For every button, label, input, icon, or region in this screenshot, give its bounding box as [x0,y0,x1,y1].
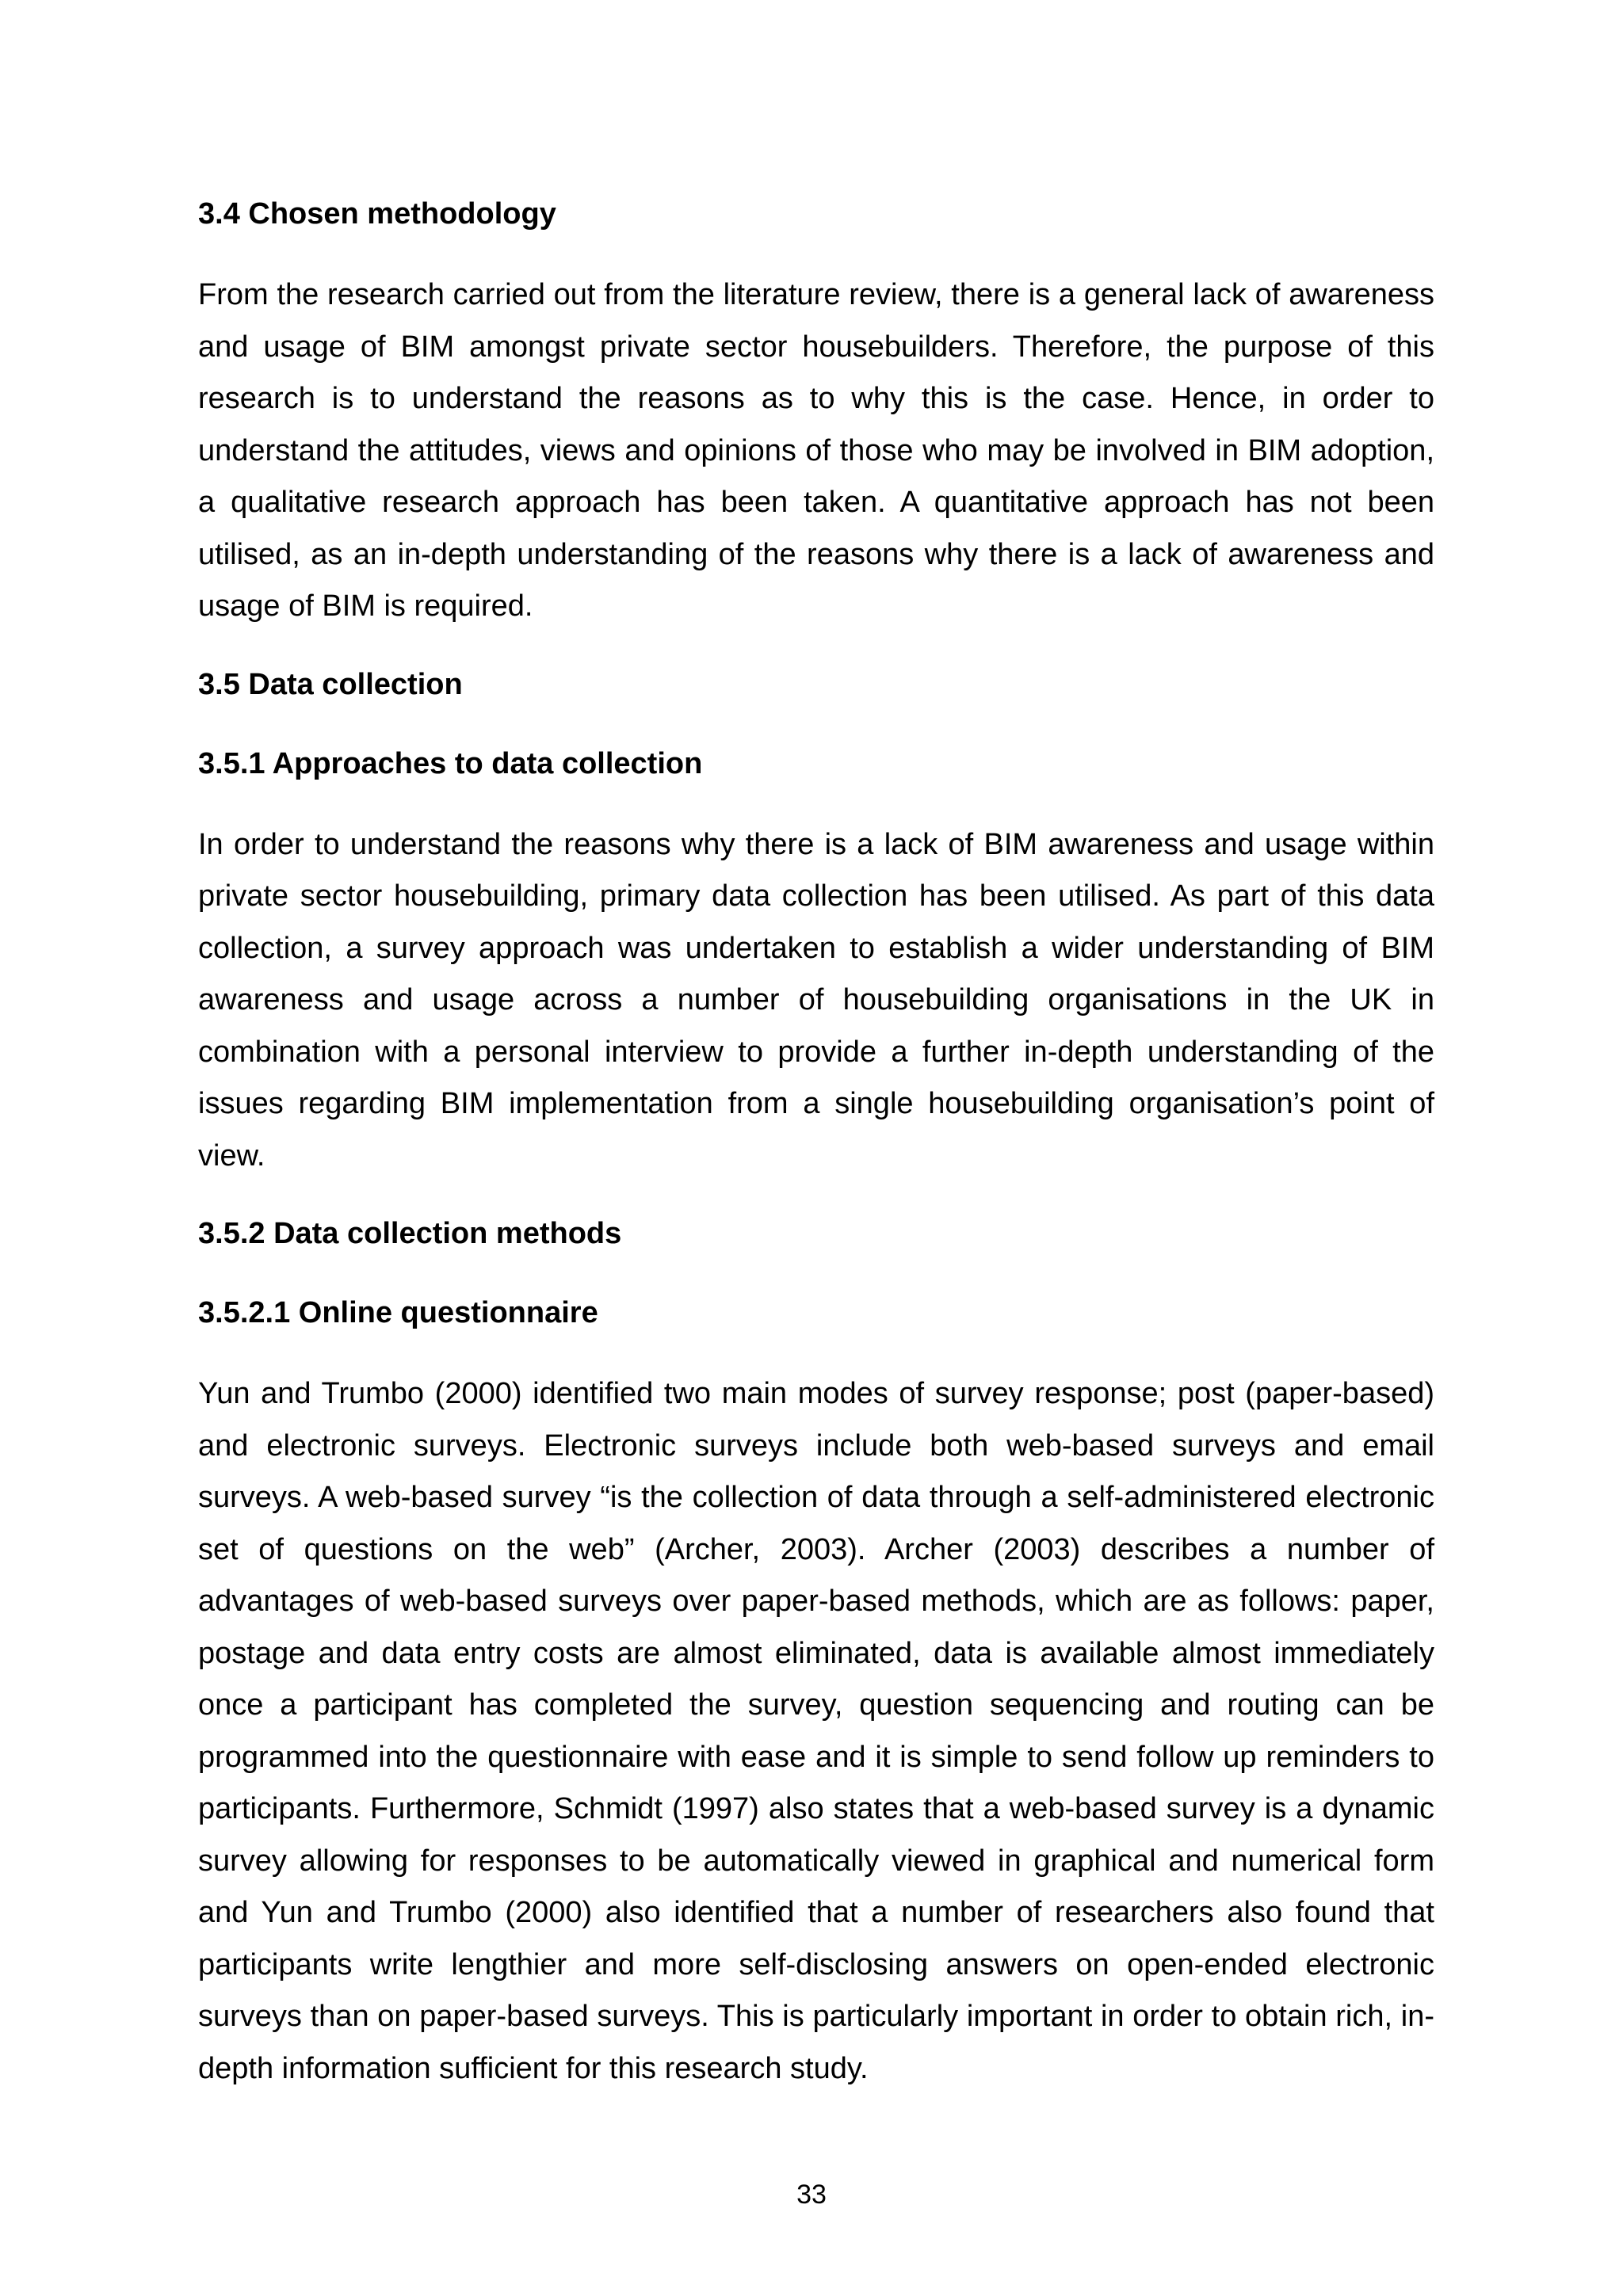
section-heading-data-collection: 3.5 Data collection [198,667,463,701]
paragraph-approaches: In order to understand the reasons why there is a lack of BIM awareness and usage within private sector housebuilding, primary data collection has been utilised. As part of this data collection, a survey approach was undertaken to establish a wider understanding of BIM awareness and usage across a number of housebuilding organisations in the UK in combination with a personal interview to provide a further in-depth understanding of the issues regarding BIM implementation from a single housebuilding organisation’s point of view. [198,827,1434,1173]
section-heading-online-questionnaire: 3.5.2.1 Online questionnaire [198,1296,598,1329]
document-page [198,190,1434,2122]
section-heading-approaches: 3.5.1 Approaches to data collection [198,746,703,780]
section-heading-chosen-methodology: 3.4 Chosen methodology [198,197,556,231]
paragraph-online-questionnaire: Yun and Trumbo (2000) identified two main modes of survey response; post (paper-based) and electronic surveys. Electronic surveys include both web-based surveys and email surveys. A web-based survey “is the collection of data through a self-administered electronic set of questions on the web” (Archer, 2003). Archer (2003) describes a number of advantages of web-based surveys over paper-based methods, which are as follows: paper, postage and data entry costs are almost eliminated, data is available almost immediately once a participant has completed the survey, question sequencing and routing can be programmed into the questionnaire with ease and it is simple to send follow up reminders to participants. Furthermore, Schmidt (1997) also states that a web-based survey is a dynamic survey allowing for responses to be automatically viewed in graphical and numerical form and Yun and Trumbo (2000) also identified that a number of researchers also found that participants write lengthier and more self-disclosing answers on open-ended electronic surveys than on paper-based surveys. This is particularly important in order to obtain rich, in-depth information sufficient for this research study. [198,1377,1434,2085]
page-number: 33 [796,2180,827,2210]
section-heading-methods: 3.5.2 Data collection methods [198,1217,622,1250]
paragraph-chosen-methodology: From the research carried out from the literature review, there is a general lack of awareness and usage of BIM amongst private sector housebuilders. Therefore, the purpose of this research is to understand the reasons as to why this is the case. Hence, in order to understand the attitudes, views and opinions of those who may be involved in BIM adoption, a qualitative research approach has been taken. A quantitative approach has not been utilised, as an in-depth understanding of the reasons why there is a lack of awareness and usage of BIM is required. [198,278,1434,623]
